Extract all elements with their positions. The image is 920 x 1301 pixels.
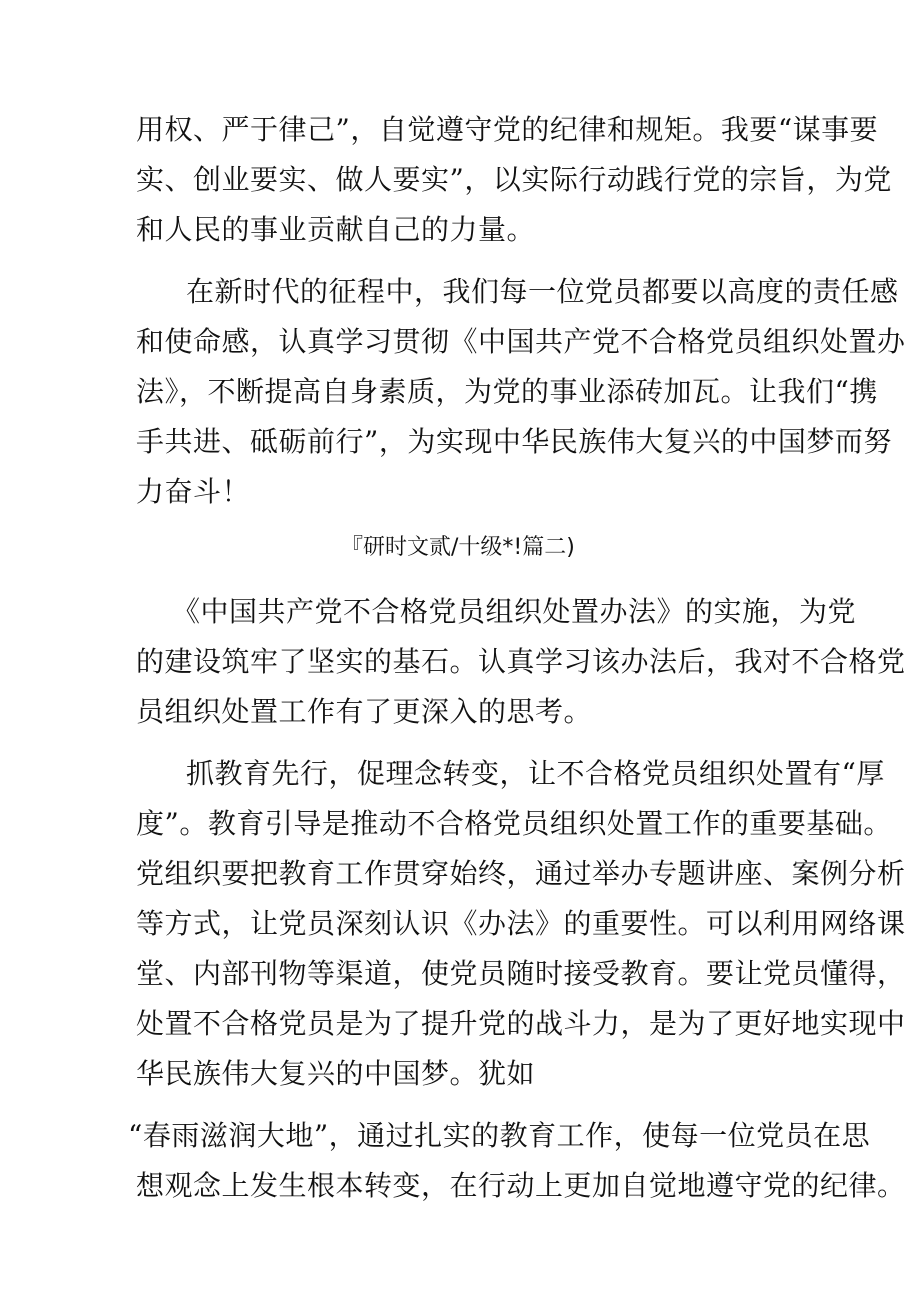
paragraph-line: 法》，不断提高自身素质，为党的事业添砖加瓦。让我们“携 (136, 375, 878, 408)
paragraph-line: 实、创业要实、做人要实”，以实际行动践行党的宗旨，为党 (136, 163, 892, 196)
paragraph-line: 处置不合格党员是为了提升党的战斗力，是为了更好地实现中 (136, 1007, 906, 1040)
paragraph-line: 度”。教育引导是推动不合格党员组织处置工作的重要基础。 (136, 807, 892, 840)
section-heading: 『研时文贰/十级*!篇二) (341, 535, 575, 560)
paragraph-line: 和人民的事业贡献自己的力量。 (136, 213, 536, 246)
paragraph-line: “春雨滋润大地”，通过扎实的教育工作，使每一位党员在思 (128, 1119, 871, 1152)
paragraph-line: 抓教育先行，促理念转变，让不合格党员组织处置有“厚 (186, 757, 885, 790)
paragraph-line: 员组织处置工作有了更深入的思考。 (136, 695, 593, 728)
paragraph-line: 手共进、砥砺前行”，为实现中华民族伟大复兴的中国梦而努 (136, 425, 892, 458)
paragraph-line: 的建设筑牢了坚实的基石。认真学习该办法后，我对不合格党 (136, 645, 906, 678)
paragraph-line: 力奋斗！ (136, 475, 251, 508)
paragraph-line: 和使命感，认真学习贯彻《中国共产党不合格党员组织处置办 (136, 325, 906, 358)
paragraph-line: 用权、严于律己”，自觉遵守党的纪律和规矩。我要“谋事要 (136, 113, 879, 146)
paragraph-line: 华民族伟大复兴的中国梦。犹如 (136, 1057, 536, 1090)
paragraph-line: 党组织要把教育工作贯穿始终，通过举办专题讲座、案例分析 (136, 857, 906, 890)
paragraph-line: 在新时代的征程中，我们每一位党员都要以高度的责任感 (186, 275, 899, 308)
paragraph-line: 《中国共产党不合格党员组织处置办法》的实施，为党 (172, 595, 857, 628)
paragraph-line: 堂、内部刊物等渠道，使党员随时接受教育。要让党员懂得， (136, 957, 906, 990)
paragraph-line: 等方式，让党员深刻认识《办法》的重要性。可以利用网络课 (136, 907, 906, 940)
paragraph-line: 想观念上发生根本转变，在行动上更加自觉地遵守党的纪律。 (136, 1169, 906, 1202)
